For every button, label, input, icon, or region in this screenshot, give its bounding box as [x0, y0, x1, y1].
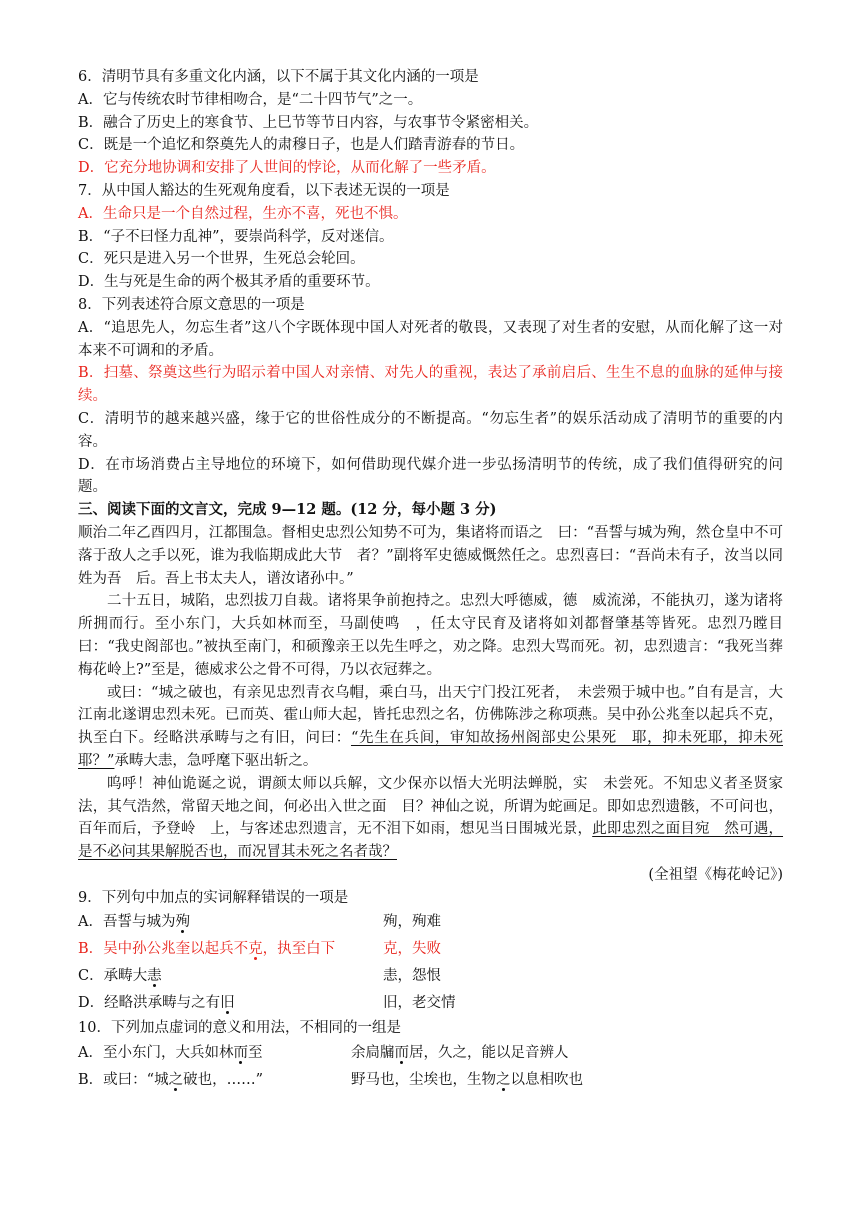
emphasis-dot-word: 之	[496, 1072, 511, 1089]
q6-option-b: B．融合了历史上的寒食节、上巳节等节日内容，与农事节令紧密相关。	[78, 114, 539, 131]
question-8	[78, 294, 783, 499]
emphasis-dot-word: 克	[248, 941, 263, 958]
q8-option-d: D．在市场消费占主导地位的环境下，如何借助现代媒介进一步弘扬清明节的传统，成了我们值得研究的问题。	[78, 456, 783, 496]
q6-stem: 6．清明节具有多重文化内涵，以下不属于其文化内涵的一项是	[78, 69, 479, 85]
q7-option-a-answer: A．生命只是一个自然过程，生亦不喜，死也不惧。	[78, 205, 408, 222]
q7-option-c: C．死只是进入另一个世界，生死总会轮回。	[78, 251, 365, 268]
q6-option-c: C．既是一个追忆和祭奠先人的肃穆日子，也是人们踏青游春的节日。	[78, 137, 525, 154]
passage-paragraph-4-text: 呜呼！神仙诡诞之说，谓颜太师以兵解，文少保亦以悟大光明法蝉脱，实 未尝死。不知忠义者圣贤家法，其气浩然，常留天地之间，何必出入世之面 目？神仙之说，所谓为蛇画足。即如忠烈遗骸，不可问也，百年而后，予登岭 上，与客述忠烈遗言，无不泪下如雨，想见当日围城光景，	[78, 775, 783, 838]
q8-option-c: C．清明节的越来越兴盛，缘于它的世俗性成分的不断提高。“勿忘生者”的娱乐活动成了清明节的重要的内容。	[78, 410, 783, 450]
q9-option-d: D．经略洪承畴与之有旧 旧，老交情	[78, 990, 783, 1017]
q10-option-a: A．至小东门，大兵如林而至 余扃牖而居，久之，能以足音辨人	[78, 1045, 569, 1062]
emphasis-dot-word: 而	[394, 1045, 409, 1062]
q9-option-c-gloss: 恚，怨恨	[383, 968, 441, 985]
q9-option-b-gloss: 克，失败	[383, 941, 441, 958]
passage-paragraph-1: 顺治二年乙酉四月，江都围急。督相史忠烈公知势不可为，集诸将而语之 曰：“吾誓与城为殉，然仓皇中不可落于敌人之手以死，谁为我临期成此大节 者？”副将军史德威慨然任之。忠烈喜曰：“吾尚未有子，汝当以同姓为吾 后。吾上书太夫人，谱汝诸孙中。”	[78, 524, 783, 587]
passage-paragraph-3-text: 或曰：“城之破也，有亲见忠烈青衣乌帽，乘白马，出天宁门投江死者， 未尝殒于城中也。”自有是言，大江南北遂谓忠烈未死。已而英、霍山师大起，皆托忠烈之名，仿佛陈涉之称项燕。吴中孙公兆奎以起兵不克，执至白下。经略洪承畴与之有旧，问曰：	[78, 684, 783, 747]
exam-page	[78, 66, 783, 1094]
passage-underlined-question: “先生在兵间，审知故扬州阁部史公果死 耶，抑未死耶，抑未死耶？”	[78, 730, 783, 769]
passage-source: (全祖望《梅花岭记》)	[648, 866, 783, 883]
q9-option-c: C．承畴大恚 恚，怨恨	[78, 963, 783, 990]
q9-option-b-answer: B．吴中孙公兆奎以起兵不克，执至白下 克，失败	[78, 936, 783, 963]
question-9	[78, 887, 783, 1018]
question-10	[78, 1017, 783, 1094]
q7-option-b: B．“子不曰怪力乱神”，要崇尚科学，反对迷信。	[78, 228, 394, 245]
q7-stem: 7．从中国人豁达的生死观角度看，以下表述无误的一项是	[78, 182, 450, 199]
section-3-heading: 三、阅读下面的文言文，完成 9—12 题。(12 分，每小题 3 分)	[78, 501, 497, 519]
question-7	[78, 180, 783, 294]
passage-paragraph-4	[78, 773, 783, 864]
question-6	[78, 66, 783, 180]
q9-stem: 9．下列句中加点的实词解释错误的一项是	[78, 889, 349, 906]
passage-paragraph-3-end: 承畴大恚，急呼麾下驱出斩之。	[114, 752, 318, 769]
q6-option-d-answer: D．它充分地协调和安排了人世间的悖论，从而化解了一些矛盾。	[78, 160, 496, 177]
q9-option-a-gloss: 殉，殉难	[383, 914, 441, 931]
passage-paragraph-2: 二十五日，城陷，忠烈拔刀自裁。诸将果争前抱持之。忠烈大呼德威，德 威流涕，不能执刃，遂为诸将所拥而行。至小东门，大兵如林而至，马副使鸣 ，任太守民育及诸将如刘都督肇基等皆死。忠烈乃瞠目曰：“我史阁部也。”被执至南门，和硕豫亲王以先生呼之，劝之降。忠烈大骂而死。初，忠烈遗言：“我死当葬梅花岭上?”至是，德威求公之骨不可得，乃以衣冠葬之。	[78, 593, 783, 678]
q8-stem: 8．下列表述符合原文意思的一项是	[78, 296, 305, 313]
q8-option-b-answer: B．扫墓、祭奠这些行为昭示着中国人对亲情、对先人的重视，表达了承前启后、生生不息的血脉的延伸与接续。	[78, 365, 783, 405]
q8-option-a: A．“追思先人，勿忘生者”这八个字既体现中国人对死者的敬畏，又表现了对生者的安慰，从而化解了这一对本来不可调和的矛盾。	[78, 319, 783, 359]
emphasis-dot-word: 殉	[175, 914, 190, 931]
emphasis-dot-word: 旧	[220, 995, 235, 1012]
q9-option-a: A．吾誓与城为殉 殉，殉难	[78, 909, 783, 936]
passage-paragraph-3	[78, 682, 783, 773]
q6-option-a: A．它与传统农时节律相吻合，是“二十四节气”之一。	[78, 91, 423, 108]
q10-option-b: B．或曰：“城之破也，……” 野马也，尘埃也，生物之以息相吹也	[78, 1072, 583, 1089]
q10-stem: 10．下列加点虚词的意义和用法，不相同的一组是	[78, 1020, 401, 1037]
section-3	[78, 499, 783, 887]
emphasis-dot-word: 恚	[147, 968, 162, 985]
emphasis-dot-word: 而	[233, 1045, 248, 1062]
passage-underlined-sentence: 此即忠烈之面目宛 然可遇，是不必问其果解脱否也，而况冒其未死之名者哉？	[78, 821, 784, 861]
q9-option-d-gloss: 旧，老交情	[383, 995, 456, 1012]
q7-option-d: D．生与死是生命的两个极其矛盾的重要环节。	[78, 274, 380, 291]
emphasis-dot-word: 之	[168, 1072, 184, 1089]
